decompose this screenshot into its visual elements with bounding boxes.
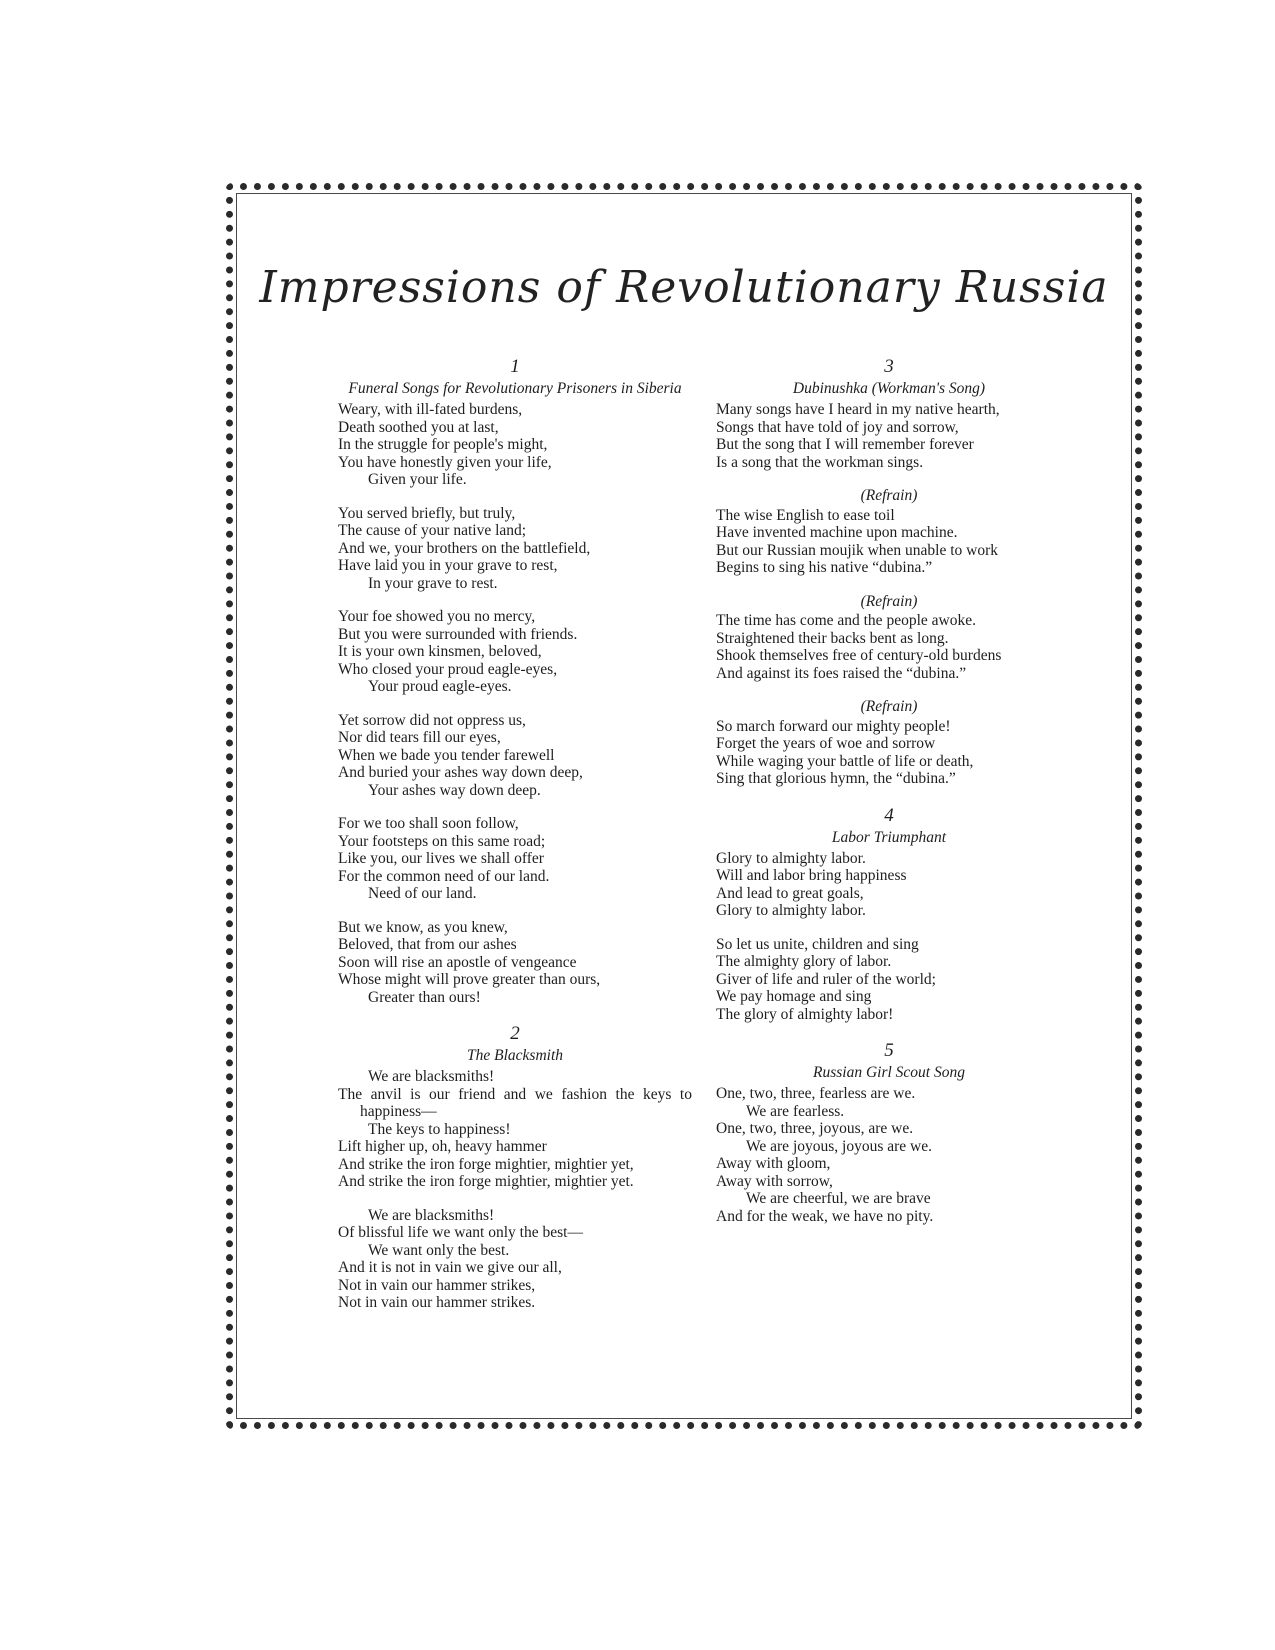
verse-line: But we know, as you knew, [338, 918, 508, 936]
verse-line: Away with gloom, [716, 1155, 831, 1172]
song-heading: Labor Triumphant [831, 828, 947, 846]
verse-line: So let us unite, children and sing [716, 935, 919, 953]
stanza [716, 850, 1062, 920]
stanza [338, 919, 692, 1007]
stanza [338, 1068, 692, 1191]
song-1 [338, 355, 692, 1006]
song-number: 4 [884, 804, 894, 826]
verse-line: For we too shall soon follow, [338, 815, 519, 832]
verse-line: The wise English to ease toil [716, 506, 895, 524]
verse-line: We are blacksmiths! [368, 1206, 495, 1224]
left-column [338, 355, 692, 1328]
verse-line: For the common need of our land. [338, 867, 550, 885]
verse-line: Who closed your proud eagle-eyes, [338, 660, 558, 678]
song-number: 1 [510, 356, 520, 377]
verse-line: Sing that glorious hymn, the “dubina.” [716, 770, 956, 787]
verse-line: But you were surrounded with friends. [338, 625, 578, 643]
verse-line: When we bade you tender farewell [338, 746, 555, 764]
verse-line: Not in vain our hammer strikes, [338, 1276, 536, 1294]
verse-line: Weary, with ill-fated burdens, [338, 401, 523, 418]
verse-line: The keys to happiness! [368, 1120, 511, 1138]
verse-line: Songs that have told of joy and sorrow, [716, 418, 959, 436]
verse-line: In the struggle for people's might, [338, 436, 548, 453]
verse-line: While waging your battle of life or death, [716, 752, 974, 770]
verse-line: One, two, three, fearless are we. [716, 1085, 916, 1102]
verse-line: Your foe showed you no mercy, [338, 608, 536, 625]
song-heading: Funeral Songs for Revolutionary Prisoners in Siberia [348, 380, 682, 397]
verse-line: And strike the iron forge mightier, mightier yet. [338, 1173, 634, 1190]
verse-line: Of blissful life we want only the best— [338, 1224, 583, 1241]
song-heading: The Blacksmith [467, 1047, 563, 1064]
verse-line: Your ashes way down deep. [368, 781, 541, 799]
stanza [716, 1085, 1062, 1225]
verse-line: And for the weak, we have no pity. [716, 1207, 934, 1225]
verse-line: Giver of life and ruler of the world; [716, 970, 936, 988]
song-3 [716, 355, 1062, 788]
stanza [716, 507, 1062, 577]
verse-line: Shook themselves free of century-old burdens [716, 647, 1002, 664]
verse-line: Yet sorrow did not oppress us, [338, 711, 526, 729]
verse-line: And against its foes raised the “dubina.” [716, 664, 967, 682]
song-number: 3 [884, 356, 894, 377]
refrain-label: (Refrain) [860, 592, 918, 610]
verse-line: We pay homage and sing [716, 988, 872, 1005]
verse-line: Beloved, that from our ashes [338, 936, 517, 953]
refrain-label: (Refrain) [860, 698, 918, 715]
verse-line: You have honestly given your life, [338, 453, 552, 471]
verse-line: Whose might will prove greater than ours, [338, 971, 601, 988]
verse-line: Death soothed you at last, [338, 418, 499, 436]
verse-line: Begins to sing his native “dubina.” [716, 559, 933, 576]
verse-line: And it is not in vain we give our all, [338, 1259, 562, 1276]
verse-line: And lead to great goals, [716, 884, 864, 902]
verse-line: Glory to almighty labor. [716, 849, 866, 867]
verse-line: You served briefly, but truly, [338, 504, 516, 522]
song-heading: Russian Girl Scout Song [813, 1064, 965, 1081]
verse-line: Away with sorrow, [716, 1172, 833, 1190]
verse-line: The glory of almighty labor! [716, 1005, 894, 1023]
stanza [716, 936, 1062, 1024]
verse-line: So march forward our mighty people! [716, 717, 951, 735]
stanza [338, 608, 692, 696]
stanza [338, 401, 692, 489]
refrain-label: (Refrain) [860, 487, 918, 504]
song-number: 5 [884, 1040, 894, 1061]
stanza [716, 401, 1062, 471]
verse-line: Have laid you in your grave to rest, [338, 557, 558, 574]
verse-line: It is your own kinsmen, beloved, [338, 643, 542, 660]
verse-line: The time has come and the people awoke. [716, 612, 976, 629]
verse-line: Greater than ours! [368, 988, 481, 1006]
song-4 [716, 804, 1062, 1024]
verse-line: Given your life. [368, 471, 467, 488]
verse-line: We are blacksmiths! [368, 1068, 495, 1085]
right-column [716, 355, 1062, 1241]
verse-line: The cause of your native land; [338, 522, 527, 539]
stanza [716, 612, 1062, 682]
song-5 [716, 1039, 1062, 1225]
verse-line: Forget the years of woe and sorrow [716, 735, 936, 752]
verse-line: But the song that I will remember forever [716, 436, 974, 453]
song-heading: Dubinushka (Workman's Song) [792, 380, 986, 397]
verse-line: In your grave to rest. [368, 574, 498, 592]
verse-line: Nor did tears fill our eyes, [338, 729, 501, 746]
verse-line: The anvil is our friend and we fashion the keys to happiness— [338, 1085, 692, 1120]
verse-line: But our Russian moujik when unable to work [716, 541, 998, 559]
verse-line: Your proud eagle-eyes. [368, 678, 512, 695]
stanza [338, 1207, 692, 1312]
verse-line: Not in vain our hammer strikes. [338, 1294, 536, 1311]
verse-line: One, two, three, joyous, are we. [716, 1120, 914, 1137]
verse-line: Have invented machine upon machine. [716, 524, 958, 541]
stanza [338, 505, 692, 593]
verse-line: Your footsteps on this same road; [338, 832, 546, 850]
verse-line: Need of our land. [368, 885, 477, 902]
verse-line: Will and labor bring happiness [716, 867, 907, 884]
verse-line: And strike the iron forge mightier, mightier yet, [338, 1155, 634, 1173]
verse-line: We are joyous, joyous are we. [746, 1137, 932, 1155]
verse-line: And we, your brothers on the battlefield, [338, 539, 591, 557]
stanza [716, 718, 1062, 788]
stanza [338, 815, 692, 903]
verse-line: We are fearless. [746, 1102, 845, 1120]
verse-line: Lift higher up, oh, heavy hammer [338, 1138, 547, 1155]
song-2 [338, 1022, 692, 1312]
verse-line: We are cheerful, we are brave [746, 1190, 931, 1207]
stanza [338, 712, 692, 800]
verse-line: Many songs have I heard in my native hearth, [716, 401, 1000, 418]
verse-line: Like you, our lives we shall offer [338, 850, 544, 867]
verse-line: Straightened their backs bent as long. [716, 629, 949, 647]
verse-line: The almighty glory of labor. [716, 953, 892, 970]
verse-line: Soon will rise an apostle of vengeance [338, 953, 577, 971]
verse-line: Glory to almighty labor. [716, 902, 866, 919]
page-title: Impressions of Revolutionary Russia [259, 262, 1109, 313]
verse-line: We want only the best. [368, 1241, 510, 1259]
verse-line: Is a song that the workman sings. [716, 453, 924, 471]
verse-line: And buried your ashes way down deep, [338, 764, 583, 781]
song-number: 2 [510, 1023, 520, 1044]
